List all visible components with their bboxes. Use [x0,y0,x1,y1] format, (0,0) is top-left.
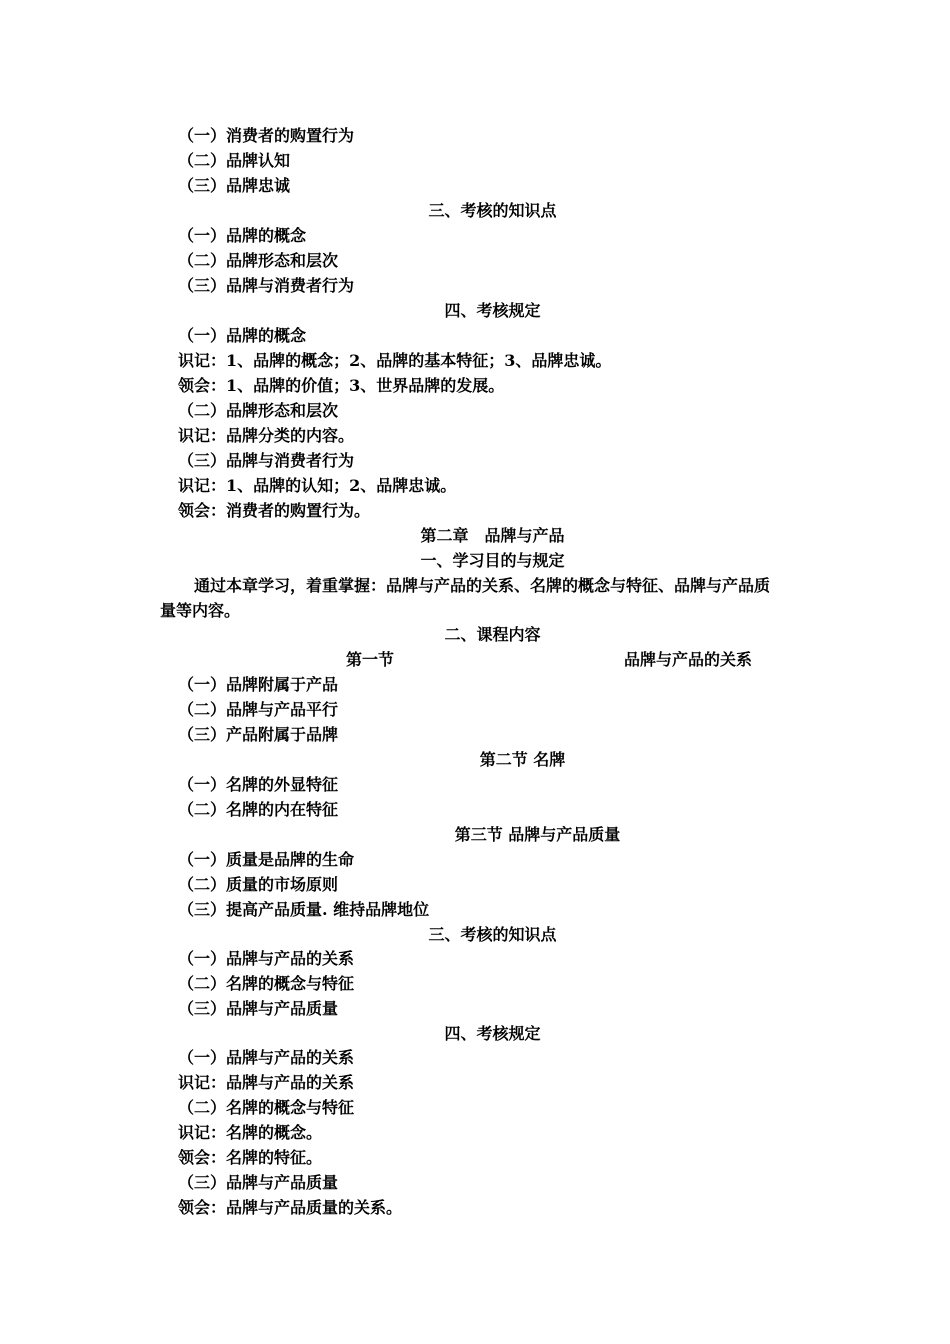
list-item: （二）名牌的概念与特征 [178,974,355,993]
requirement-line: 领会：消费者的购置行为。 [178,501,371,520]
list-item: （一）品牌的概念 [178,226,307,245]
list-item: （三）提高产品质量. 维持品牌地位 [178,900,430,919]
section-heading: 三、考核的知识点 [428,201,557,220]
list-item: （三）品牌与消费者行为 [178,276,355,295]
requirement-line: 领会：1、品牌的价值；3、世界品牌的发展。 [178,376,505,395]
requirement-line: 识记：品牌分类的内容。 [178,426,355,445]
list-item: （二）品牌认知 [178,151,291,170]
list-item: （三）品牌与消费者行为 [178,451,355,470]
requirement-line: 识记：1、品牌的概念；2、品牌的基本特征；3、品牌忠诚。 [178,351,612,370]
list-item: （三）品牌忠诚 [178,176,291,195]
section-heading: 四、考核规定 [444,1024,541,1043]
subsection-number: 第一节 [346,650,395,669]
list-item: （一）名牌的外显特征 [178,775,339,794]
requirement-line: 领会：品牌与产品质量的关系。 [178,1198,403,1217]
section-heading: 三、考核的知识点 [428,925,557,944]
list-item: （二）质量的市场原则 [178,875,339,894]
list-item: （二）品牌形态和层次 [178,401,339,420]
list-item: （一）质量是品牌的生命 [178,850,355,869]
requirement-line: 识记：名牌的概念。 [178,1123,323,1142]
section-heading: 一、学习目的与规定 [420,551,565,570]
list-item: （二）品牌与产品平行 [178,700,339,719]
section-heading: 二、课程内容 [444,625,541,644]
list-item: （二）名牌的概念与特征 [178,1098,355,1117]
list-item: （一）品牌附属于产品 [178,675,339,694]
list-item: （三）产品附属于品牌 [178,725,339,744]
subsection-title: 品牌与产品的关系 [624,650,753,669]
list-item: （一）品牌与产品的关系 [178,1048,355,1067]
list-item: （一）品牌的概念 [178,326,307,345]
list-item: （二）品牌形态和层次 [178,251,339,270]
list-item: （二）名牌的内在特征 [178,800,339,819]
requirement-line: 识记：1、品牌的认知；2、品牌忠诚。 [178,476,457,495]
list-item: （三）品牌与产品质量 [178,1173,339,1192]
requirement-line: 领会：名牌的特征。 [178,1148,323,1167]
requirement-line: 识记：品牌与产品的关系 [178,1073,355,1092]
list-item: （一）消费者的购置行为 [178,126,355,145]
section-heading: 四、考核规定 [444,301,541,320]
body-paragraph: 通过本章学习，着重掌握：品牌与产品的关系、名牌的概念与特征、品牌与产品质量等内容。 [160,576,771,620]
list-item: （三）品牌与产品质量 [178,999,339,1018]
list-item: （一）品牌与产品的关系 [178,949,355,968]
subsection-heading: 第三节 品牌与产品质量 [454,825,621,844]
chapter-title: 第二章 品牌与产品 [420,526,565,545]
subsection-heading: 第二节 名牌 [479,750,566,769]
